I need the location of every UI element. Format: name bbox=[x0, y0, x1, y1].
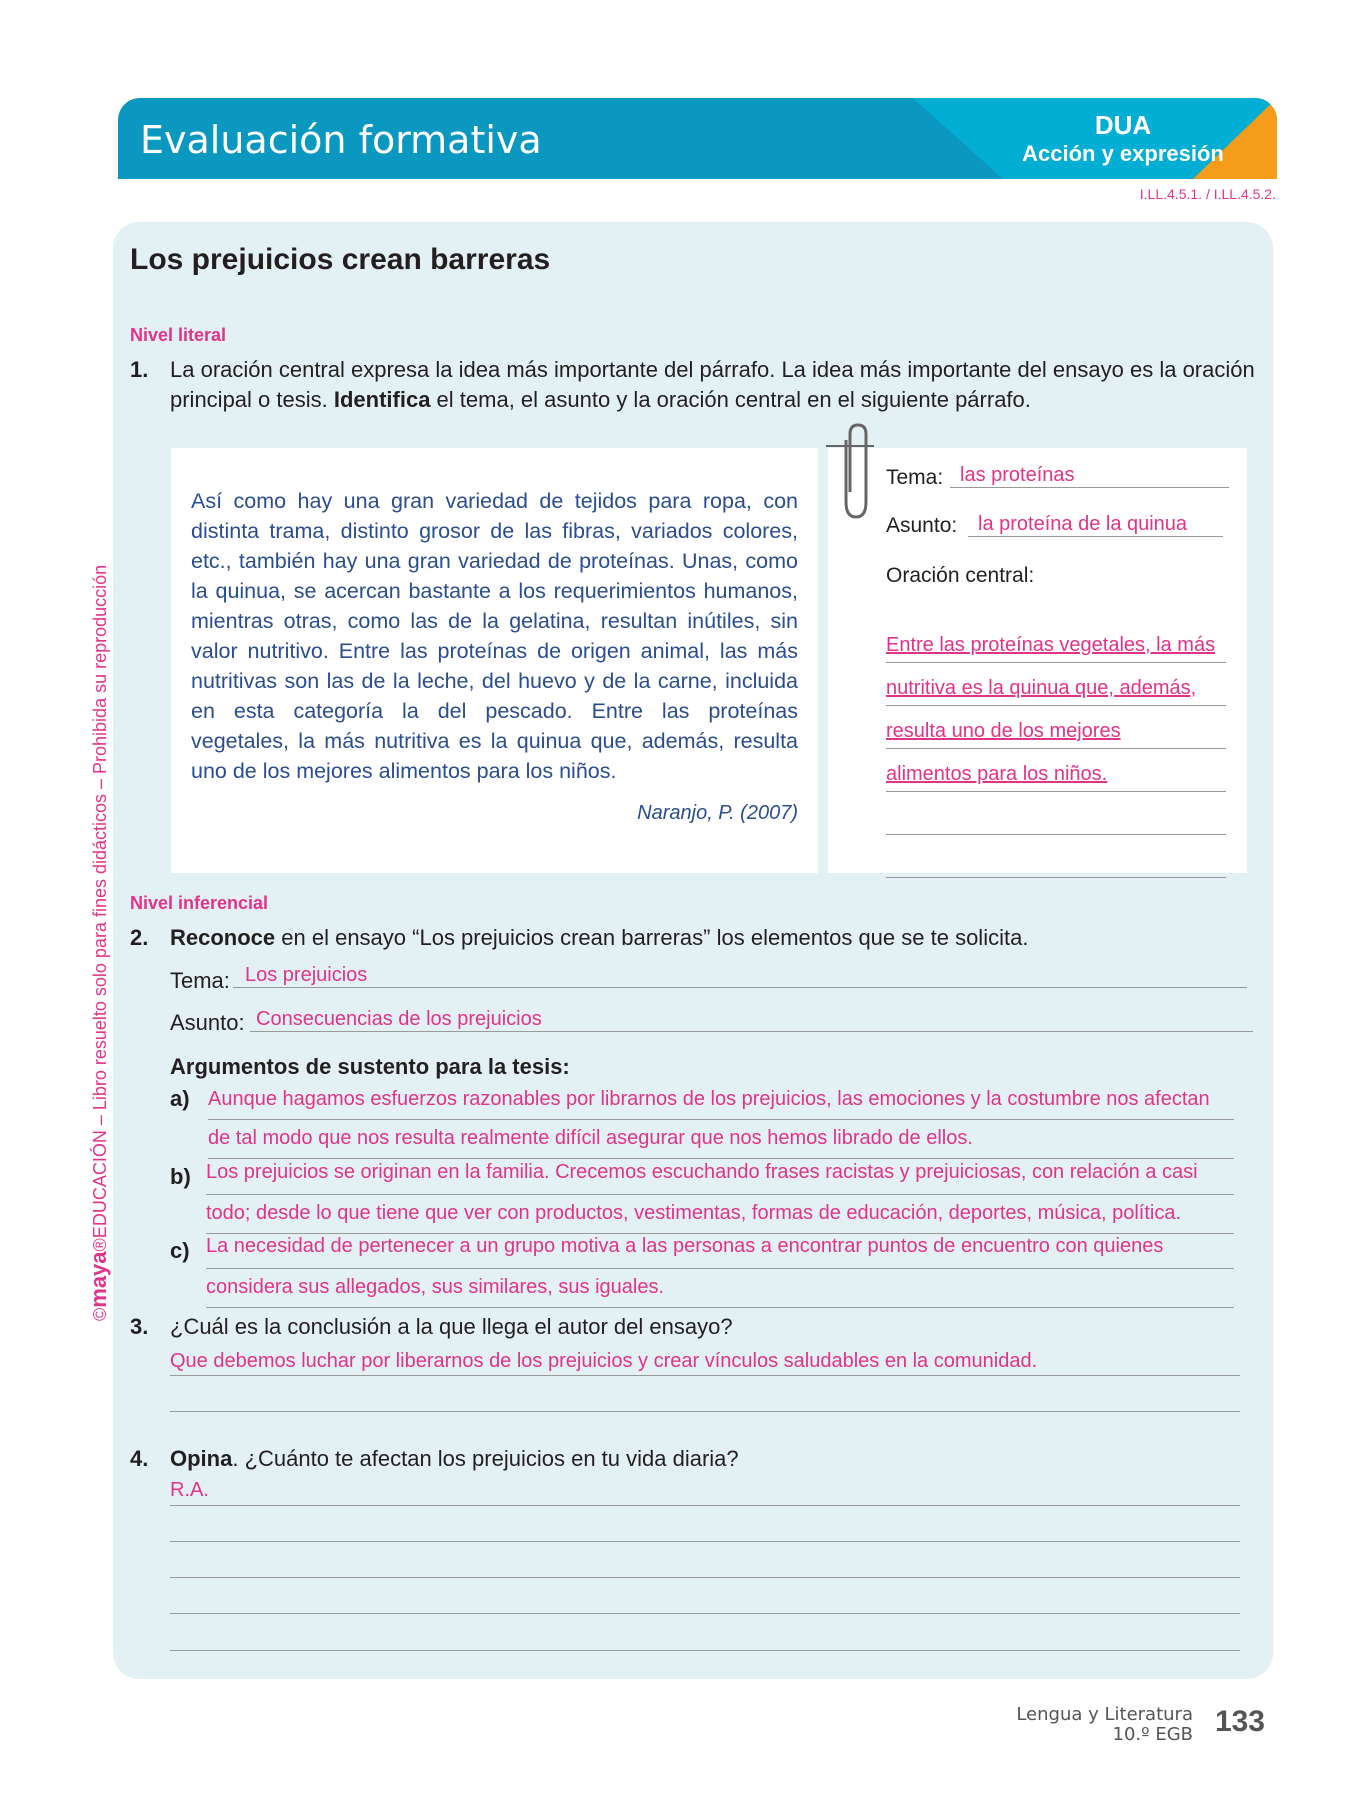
dua-subtitle: Acción y expresión bbox=[1022, 141, 1224, 166]
answer-line[interactable]: nutritiva es la quinua que, además, bbox=[886, 663, 1226, 706]
dua-label: DUA bbox=[1094, 110, 1152, 140]
tema-label: Tema: bbox=[170, 968, 230, 993]
tema-answer[interactable]: Los prejuicios bbox=[233, 964, 1247, 988]
footer-subject bbox=[1016, 1705, 1193, 1745]
argument-letter: a) bbox=[170, 1086, 190, 1111]
answer-line[interactable] bbox=[170, 1614, 1240, 1651]
oracion-lines bbox=[886, 620, 1226, 878]
asunto-label: Asunto: bbox=[886, 514, 958, 537]
answer-line[interactable]: La necesidad de pertenecer a un grupo motiva a las personas a encontrar puntos de encuentro con quienes bbox=[206, 1233, 1234, 1269]
tema-label: Tema: bbox=[886, 466, 944, 489]
brand-logo: maya bbox=[86, 1251, 111, 1308]
question-4: Opina. ¿Cuánto te afectan los prejuicios en tu vida diaria? bbox=[170, 1446, 739, 1471]
answer-line[interactable]: R.A. bbox=[170, 1479, 1240, 1506]
argument-letter: b) bbox=[170, 1164, 191, 1189]
level-label: Nivel literal bbox=[130, 325, 227, 345]
section-header bbox=[118, 98, 1277, 179]
dua-badge bbox=[1013, 110, 1233, 167]
question-number: 1. bbox=[130, 357, 149, 382]
decor bbox=[913, 98, 1003, 179]
argument-item bbox=[170, 1233, 1234, 1309]
answer-line[interactable]: Aunque hagamos esfuerzos razonables por librarnos de los prejuicios, las emociones y la costumbre nos afectan bbox=[208, 1084, 1234, 1120]
quote-box bbox=[171, 448, 818, 873]
question-1 bbox=[170, 355, 1270, 415]
asunto-answer[interactable]: Consecuencias de los prejuicios bbox=[250, 1008, 1253, 1032]
question-text: La oración central expresa la idea más importante del párrafo. La idea más importante del ensayo es la oración bbox=[170, 357, 1255, 382]
question-2: Reconoce en el ensayo “Los prejuicios crean barreras” los elementos que se te solicita. bbox=[170, 925, 1029, 950]
answer-line[interactable]: Que debemos luchar por liberarnos de los prejuicios y crear vínculos saludables en la comunidad. bbox=[170, 1350, 1240, 1376]
argument-letter: c) bbox=[170, 1238, 190, 1263]
copyright-notice: ©maya®EDUCACIÓN – Libro resuelto solo para fines didácticos – Prohibida su reproducción bbox=[86, 564, 111, 1321]
arguments-list bbox=[170, 1084, 1234, 1309]
answer-line[interactable]: considera sus allegados, sus similares, sus iguales. bbox=[206, 1270, 1234, 1308]
answer-line[interactable] bbox=[886, 835, 1226, 878]
skill-code: I.LL.4.5.1. / I.LL.4.5.2. bbox=[1139, 186, 1276, 202]
subject-name: Lengua y Literatura bbox=[1016, 1704, 1193, 1725]
level-label: Nivel inferencial bbox=[130, 893, 269, 913]
answer-line[interactable] bbox=[170, 1376, 1240, 1412]
asunto-answer[interactable]: la proteína de la quinua bbox=[968, 513, 1223, 537]
answer-line[interactable] bbox=[886, 792, 1226, 835]
quote-text: Así como hay una gran variedad de tejidos para ropa, con distinta trama, distinto grosor de las fibras, variados colores, etc., también hay una gran variedad de proteínas. Unas, como la quinua, se acercan bastante a los requerimientos humanos, mientras otras, como las de la gelatina, resultan inútiles, sin valor nutritivo. Entre las proteínas de origen animal, las más nutritivas son las de la leche, del huevo y de la carne, incluida en esta categoría la del pescado. Entre las proteínas vegetales, la más nutritiva es la quinua que, además, resulta uno de los mejores alimentos para los niños. bbox=[191, 489, 798, 783]
question-text: principal o tesis. Identifica el tema, el asunto y la oración central en el siguiente párrafo. bbox=[170, 387, 1031, 412]
question-number: 3. bbox=[130, 1314, 149, 1339]
answer-line[interactable] bbox=[170, 1506, 1240, 1542]
quote-citation: Naranjo, P. (2007) bbox=[637, 802, 798, 824]
page-number: 133 bbox=[1214, 1705, 1265, 1738]
argument-item bbox=[170, 1159, 1234, 1233]
oracion-label: Oración central: bbox=[886, 564, 1035, 587]
answer-card bbox=[828, 448, 1247, 873]
answer-line[interactable]: alimentos para los niños. bbox=[886, 749, 1226, 792]
question-number: 4. bbox=[130, 1446, 149, 1471]
asunto-label: Asunto: bbox=[170, 1010, 245, 1035]
question-number: 2. bbox=[130, 925, 149, 950]
answer-line[interactable]: todo; desde lo que tiene que ver con productos, vestimentas, formas de educación, deportes, música, política. bbox=[206, 1196, 1234, 1234]
answer-line[interactable]: Los prejuicios se originan en la familia. Crecemos escuchando frases racistas y prejuiciosas, con relación a casi bbox=[206, 1159, 1234, 1195]
notice-text: EDUCACIÓN – Libro resuelto solo para fines didácticos – Prohibida su reproducción bbox=[90, 564, 110, 1239]
answer-line[interactable]: de tal modo que nos resulta realmente difícil asegurar que nos hemos librado de ellos. bbox=[208, 1121, 1234, 1159]
answer-line[interactable] bbox=[170, 1578, 1240, 1614]
grade-label: 10.º EGB bbox=[1112, 1724, 1193, 1745]
argument-item bbox=[170, 1084, 1234, 1159]
answer-line[interactable]: resulta uno de los mejores bbox=[886, 706, 1226, 749]
activity-title: Los prejuicios crean barreras bbox=[130, 243, 551, 276]
question-3: ¿Cuál es la conclusión a la que llega el autor del ensayo? bbox=[170, 1314, 733, 1339]
paperclip-icon bbox=[826, 422, 876, 522]
answer-line[interactable] bbox=[170, 1542, 1240, 1578]
arguments-label: Argumentos de sustento para la tesis: bbox=[170, 1054, 570, 1079]
section-title: Evaluación formativa bbox=[140, 118, 542, 162]
answer-line[interactable]: Entre las proteínas vegetales, la más bbox=[886, 620, 1226, 663]
tema-answer[interactable]: las proteínas bbox=[950, 464, 1229, 488]
